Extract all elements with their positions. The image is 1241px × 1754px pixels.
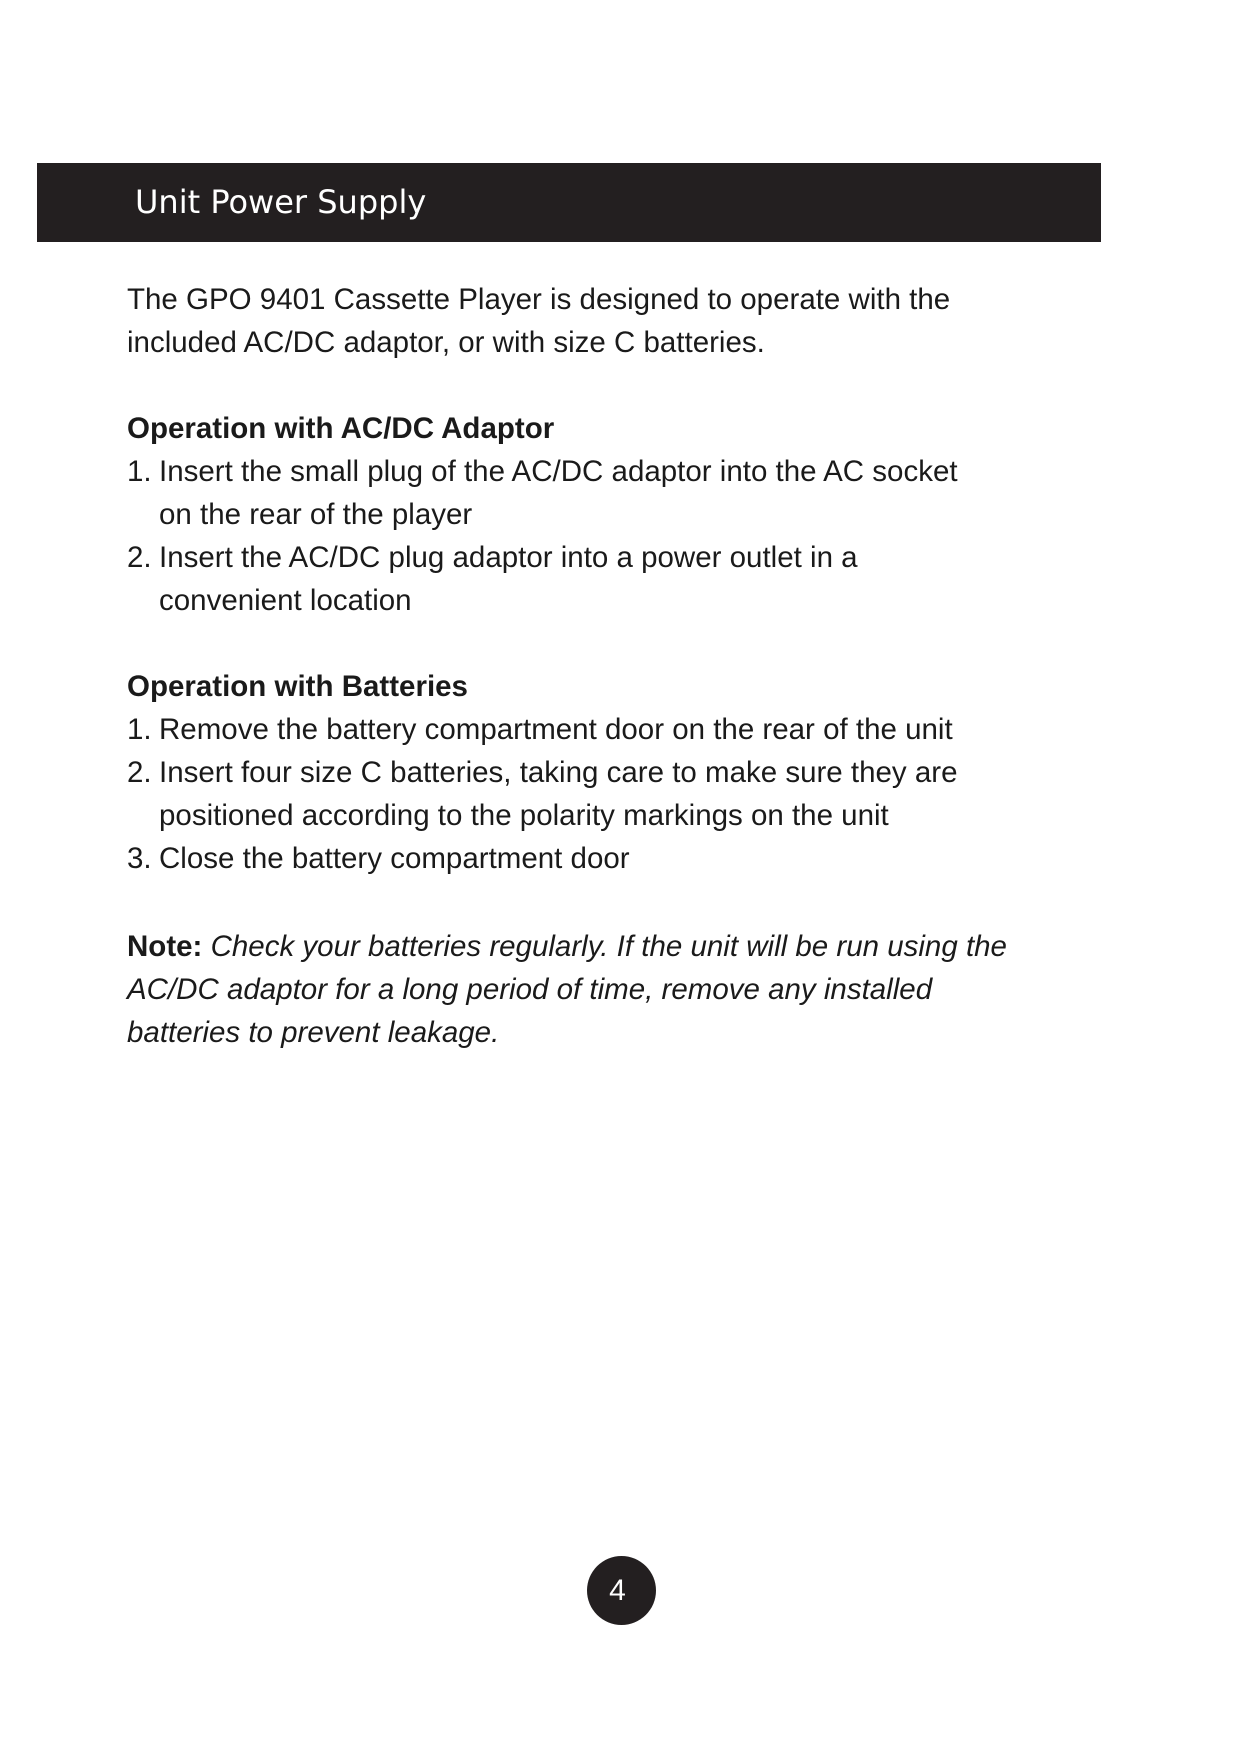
battery-section-heading: Operation with Batteries	[127, 670, 468, 703]
section-header-bar	[37, 163, 1101, 242]
step-text: Insert the AC/DC plug adaptor into a power outlet in a	[159, 541, 858, 574]
note-line	[127, 925, 1127, 968]
note-text: AC/DC adaptor for a long period of time, remove any installed	[127, 973, 933, 1006]
step-text: Remove the battery compartment door on the rear of the unit	[159, 713, 953, 746]
list-item	[127, 837, 1127, 880]
adaptor-steps-list	[127, 450, 1127, 622]
step-text: Insert the small plug of the AC/DC adaptor into the AC socket	[159, 455, 958, 488]
step-text: Close the battery compartment door	[159, 842, 630, 875]
step-number: 1.	[127, 455, 152, 488]
list-item	[127, 751, 1127, 837]
step-text: Insert four size C batteries, taking care to make sure they are	[159, 756, 958, 789]
section-title: Unit Power Supply	[135, 183, 427, 221]
step-text: convenient location	[159, 584, 412, 617]
note-text: batteries to prevent leakage.	[127, 1016, 500, 1049]
page-content	[127, 278, 1127, 1054]
battery-section	[127, 665, 1127, 880]
step-number: 2.	[127, 541, 152, 574]
adaptor-section-heading: Operation with AC/DC Adaptor	[127, 412, 555, 445]
step-number: 2.	[127, 756, 152, 789]
step-text: positioned according to the polarity markings on the unit	[159, 799, 889, 832]
adaptor-section	[127, 407, 1127, 622]
list-item	[127, 450, 1127, 536]
page-number-badge: 4	[587, 1556, 656, 1625]
step-number: 1.	[127, 713, 152, 746]
step-text: on the rear of the player	[159, 498, 473, 531]
step-number: 3.	[127, 842, 152, 875]
list-item	[127, 708, 1127, 751]
note-text: Check your batteries regularly. If the unit will be run using the	[210, 930, 1007, 963]
intro-paragraph	[127, 278, 1127, 364]
battery-steps-list	[127, 708, 1127, 880]
note-paragraph	[127, 925, 1127, 1054]
intro-line: included AC/DC adaptor, or with size C batteries.	[127, 326, 765, 359]
note-label: Note:	[127, 930, 203, 963]
intro-line: The GPO 9401 Cassette Player is designed to operate with the	[127, 283, 951, 316]
list-item	[127, 536, 1127, 622]
